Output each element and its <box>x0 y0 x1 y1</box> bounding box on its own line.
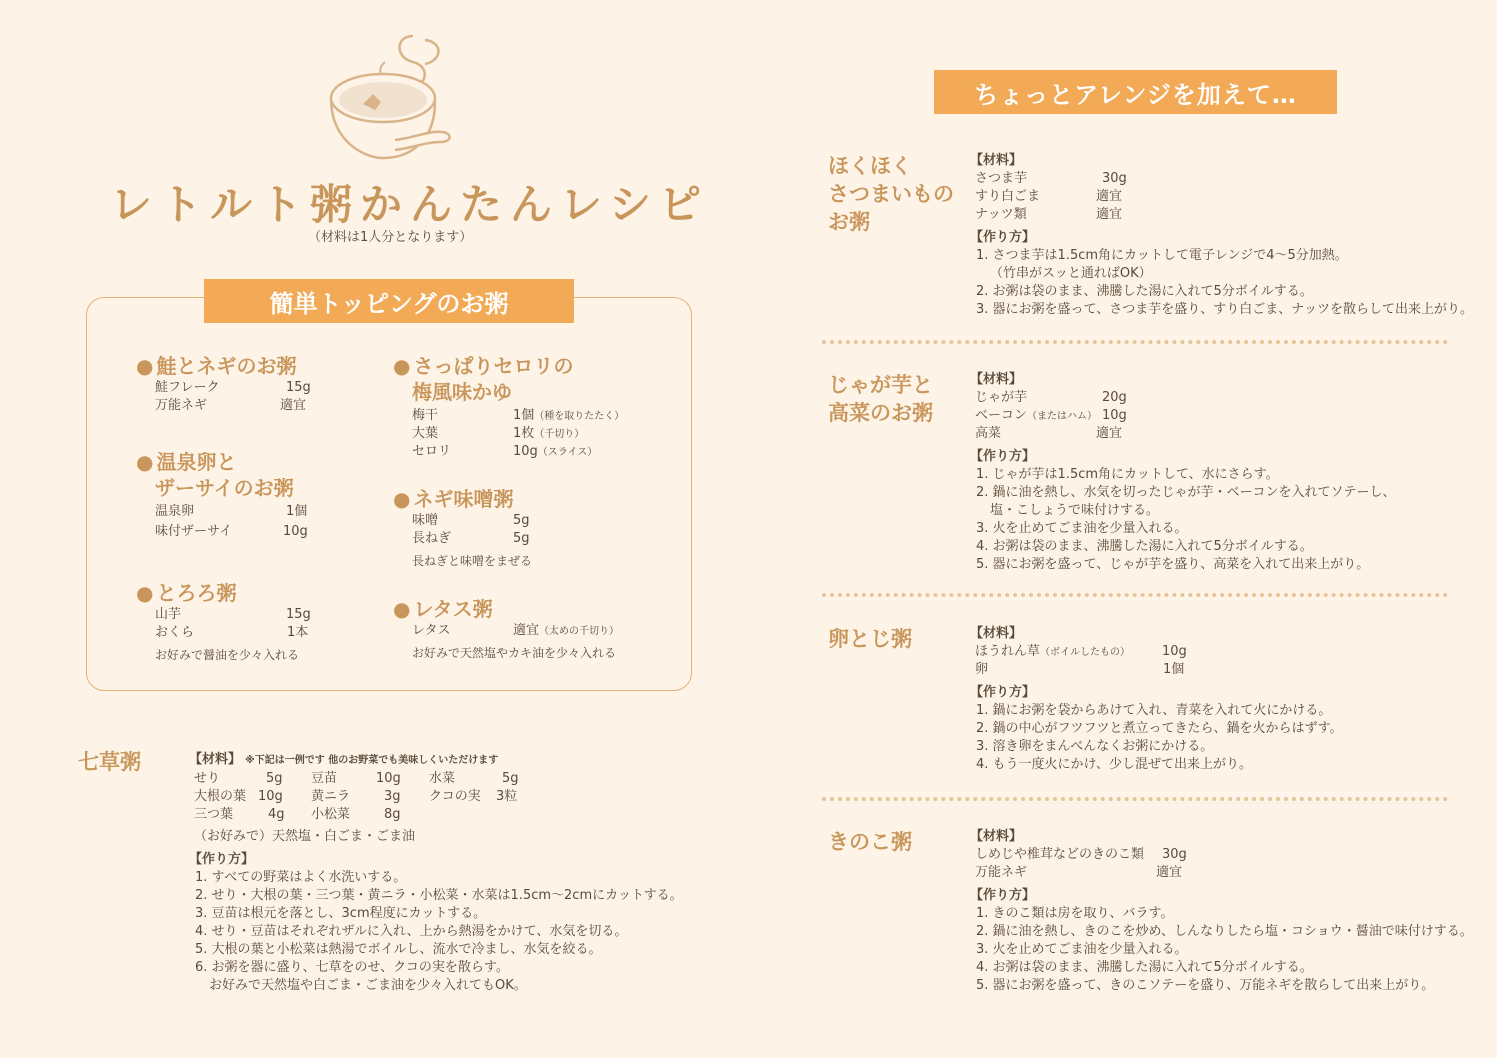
step: 1. 鍋にお粥を袋からあけて入れ、青菜を入れて火にかける。 <box>976 703 1332 718</box>
ingredient-row: 大根の葉 10g 黄ニラ 3g クコの実 3粒 <box>194 789 518 804</box>
topping-item: ● とろろ粥 山芋 15g おくら 1本 お好みで醤油を少々入れる <box>136 580 356 664</box>
step: 4. お粥は袋のまま、沸騰した湯に入れて5分ボイルする。 <box>976 960 1313 975</box>
recipe-body: 【材料】 さつま芋 30g すり白ごま 適宜 ナッツ類 適宜 【作り方】 1. さつま芋は1.5cm角にカットして電子レンジで4〜5分加熱。 （竹串がスッと通ればOK） 2. お粥は袋のまま、沸騰した湯に入れて5分ボイルする。 3. 器にお粥を盛って、さつま芋を盛り、すり白ごま、ナッツを散らして出来上がり。 <box>970 153 1474 317</box>
bullet-icon: ● <box>136 581 154 605</box>
ingredient-row: 高菜 適宜 <box>975 426 1123 441</box>
nanakusa-title: 七草粥 <box>78 750 141 774</box>
step: 6. お粥を器に盛り、七草をのせ、クコの実を散らす。 <box>195 960 509 975</box>
topping-note: お好みで醤油を少々入れる <box>155 648 300 662</box>
ingredient-row: ナッツ類 適宜 <box>975 207 1123 222</box>
step: 1. さつま芋は1.5cm角にカットして電子レンジで4〜5分加熱。 <box>976 248 1348 263</box>
step: 3. 器にお粥を盛って、さつま芋を盛り、すり白ごま、ナッツを散らして出来上がり。 <box>976 302 1474 317</box>
ingredient-row: 味付ザーサイ 10g <box>155 524 308 539</box>
recipe-title: じゃが芋と 高菜のお粥 <box>828 373 933 425</box>
page-subtitle: （材料は1人分となります） <box>308 230 473 245</box>
step: 3. 豆苗は根元を落とし、3cm程度にカットする。 <box>195 906 487 921</box>
ingredient-row: 大葉 1枚（千切り） <box>412 426 585 441</box>
ingredient-row: 梅干 1個（種を取りたたく） <box>412 408 625 423</box>
dotted-divider <box>822 593 1448 597</box>
ingredient-row: セロリ 10g（スライス） <box>412 444 598 459</box>
ingredient-row: じゃが芋 20g <box>975 390 1127 405</box>
ingredient-row: 鮭フレーク 15g <box>155 380 311 395</box>
ingredient-row: 長ねぎ 5g <box>412 531 530 546</box>
step: 3. 火を止めてごま油を少量入れる。 <box>976 521 1188 536</box>
topping-item: ● ネギ味噌粥 味噌 5g 長ねぎ 5g 長ねぎと味噌をまぜる <box>393 486 673 570</box>
step: 3. 火を止めてごま油を少量入れる。 <box>976 942 1188 957</box>
ingredient-row: しめじや椎茸などのきのこ類 30g <box>975 847 1187 862</box>
step: 4. お粥は袋のまま、沸騰した湯に入れて5分ボイルする。 <box>976 539 1313 554</box>
recipe-body: 【材料】 ほうれん草（ボイルしたもの） 10g 卵 1個 【作り方】 1. 鍋にお粥を袋からあけて入れ、青菜を入れて火にかける。 2. 鍋の中心がフツフツと煮立ってきたら、鍋を火からはずす。 3. 溶き卵をまんべんなくお粥にかける。 4. もう一度火にかけ、少し混ぜて出来上がり。 <box>970 625 1450 774</box>
recipe-title: きのこ粥 <box>828 830 912 854</box>
step-continuation: 塩・こしょうで味付けする。 <box>990 503 1160 518</box>
topping-note: 長ねぎと味噌をまぜる <box>412 554 533 568</box>
bullet-icon: ● <box>136 354 154 378</box>
step-continuation: （竹串がスッと通ればOK） <box>990 266 1152 281</box>
topping-item: ● 鮭とネギのお粥 鮭フレーク 15g 万能ネギ 適宜 <box>136 353 336 415</box>
ingredient-row: おくら 1本 <box>155 625 309 640</box>
step-continuation: お好みで天然塩や白ごま・ごま油を少々入れてもOK。 <box>209 978 527 993</box>
ingredient-row: ほうれん草（ボイルしたもの） 10g <box>975 644 1187 659</box>
toppings-banner: 簡単トッピングのお粥 <box>204 279 574 323</box>
topping-note: お好みで天然塩やカキ油を少々入れる <box>412 646 617 660</box>
ingredient-row: 山芋 15g <box>155 607 311 622</box>
step: 3. 溶き卵をまんべんなくお粥にかける。 <box>976 739 1214 754</box>
step: 5. 大根の葉と小松菜は熱湯でボイルし、流水で冷まし、水気を絞る。 <box>195 942 602 957</box>
ingredient-row: さつま芋 30g <box>975 171 1127 186</box>
dotted-divider <box>822 340 1448 344</box>
topping-item: ● レタス粥 レタス 適宜（太めの千切り） お好みで天然塩やカキ油を少々入れる <box>393 596 673 662</box>
topping-item: ● 温泉卵と ザーサイのお粥 温泉卵 1個 味付ザーサイ 10g <box>136 449 356 541</box>
porridge-bowl-icon <box>325 32 455 164</box>
ingredient-row: 三つ葉 4g 小松菜 8g <box>194 807 401 822</box>
bullet-icon: ● <box>393 354 411 378</box>
step: 2. 鍋に油を熱し、きのこを炒め、しんなりしたら塩・コショウ・醤油で味付けする。 <box>976 924 1473 939</box>
page-title: レトルト粥かんたんレシピ <box>110 180 709 229</box>
recipe-title: ほくほく さつまいもの お粥 <box>828 154 954 234</box>
ingredient-row: 万能ネギ 適宜 <box>155 398 307 413</box>
recipe-title: 卵とじ粥 <box>828 627 912 651</box>
ingredient-row: せり 5g 豆苗 10g 水菜 5g <box>194 771 519 786</box>
step: 1. すべての野菜はよく水洗いする。 <box>195 870 407 885</box>
step: 5. 器にお粥を盛って、じゃが芋を盛り、高菜を入れて出来上がり。 <box>976 557 1370 572</box>
ingredient-row: 味噌 5g <box>412 513 530 528</box>
ingredient-row: ベーコン（またはハム） 10g <box>975 408 1127 423</box>
step: 4. もう一度火にかけ、少し混ぜて出来上がり。 <box>976 757 1253 772</box>
step: 2. 鍋に油を熱し、水気を切ったじゃが芋・ベーコンを入れてソテーし、 <box>976 485 1396 500</box>
ingredient-row: 万能ネギ 適宜 <box>975 865 1183 880</box>
nanakusa-recipe: 【材料】 ※下記は一例です 他のお野菜でも美味しくいただけます せり 5g 豆苗 10g 水菜 5g 大根の葉 10g 黄ニラ 3g クコの実 3粒 三つ葉 4g 小松菜 8g （お好みで）天然塩・白ごま・ごま油 【作り方】 1. すべての野菜はよく水洗いする。 2. せり・大根の葉・三つ葉・黄ニラ・小松菜・水菜は1.5cm〜2cmにカットする。 3. 豆苗は根元を落とし、3cm程度にカットする。 4. せり・豆苗はそれぞれザルに入れ、上から熱湯をかけて、水気を切る。 5. 大根の葉と小松菜は熱湯でボイルし、流水で冷まし、水気を絞る。 6. お粥を器に盛り、七草をのせ、クコの実を散らす。 お好みで天然塩や白ごま・ごま油を少々入れてもOK。 <box>189 751 709 995</box>
step: 2. 鍋の中心がフツフツと煮立ってきたら、鍋を火からはずす。 <box>976 721 1343 736</box>
recipe-body: 【材料】 じゃが芋 20g ベーコン（またはハム） 10g 高菜 適宜 【作り方】 1. じゃが芋は1.5cm角にカットして、水にさらす。 2. 鍋に油を熱し、水気を切ったじゃが芋・ベーコンを入れてソテーし、 塩・こしょうで味付けする。 3. 火を止めてごま油を少量入れる。 4. お粥は袋のまま、沸騰した湯に入れて5分ボイルする。 5. 器にお粥を盛って、じゃが芋を盛り、高菜を入れて出来上がり。 <box>970 371 1450 574</box>
ingredient-row: レタス 適宜（太めの千切り） <box>412 623 620 638</box>
step: 1. きのこ類は房を取り、バラす。 <box>976 906 1174 921</box>
recipe-body: 【材料】 しめじや椎茸などのきのこ類 30g 万能ネギ 適宜 【作り方】 1. きのこ類は房を取り、バラす。 2. 鍋に油を熱し、きのこを炒め、しんなりしたら塩・コショウ・醤油で味付けする。 3. 火を止めてごま油を少量入れる。 4. お粥は袋のまま、沸騰した湯に入れて5分ボイルする。 5. 器にお粥を盛って、きのこソテーを盛り、万能ネギを散らして出来上がり。 <box>970 829 1473 993</box>
bullet-icon: ● <box>393 597 411 621</box>
ingredient-row: すり白ごま 適宜 <box>975 189 1123 204</box>
optional-ingredients: （お好みで）天然塩・白ごま・ごま油 <box>194 829 416 844</box>
topping-item: ● さっぱりセロリの 梅風味かゆ 梅干 1個（種を取りたたく） 大葉 1枚（千切り） セロリ 10g（スライス） <box>393 353 673 461</box>
step: 2. せり・大根の葉・三つ葉・黄ニラ・小松菜・水菜は1.5cm〜2cmにカットする。 <box>195 888 683 903</box>
ingredient-row: 温泉卵 1個 <box>155 504 308 519</box>
dotted-divider <box>822 797 1448 801</box>
step: 5. 器にお粥を盛って、きのこソテーを盛り、万能ネギを散らして出来上がり。 <box>976 978 1435 993</box>
arrange-banner: ちょっとアレンジを加えて… <box>934 70 1337 114</box>
step: 1. じゃが芋は1.5cm角にカットして、水にさらす。 <box>976 467 1279 482</box>
bullet-icon: ● <box>393 487 411 511</box>
ingredient-row: 卵 1個 <box>975 662 1185 677</box>
step: 4. せり・豆苗はそれぞれザルに入れ、上から熱湯をかけて、水気を切る。 <box>195 924 628 939</box>
bullet-icon: ● <box>136 450 154 474</box>
step: 2. お粥は袋のまま、沸騰した湯に入れて5分ボイルする。 <box>976 284 1313 299</box>
